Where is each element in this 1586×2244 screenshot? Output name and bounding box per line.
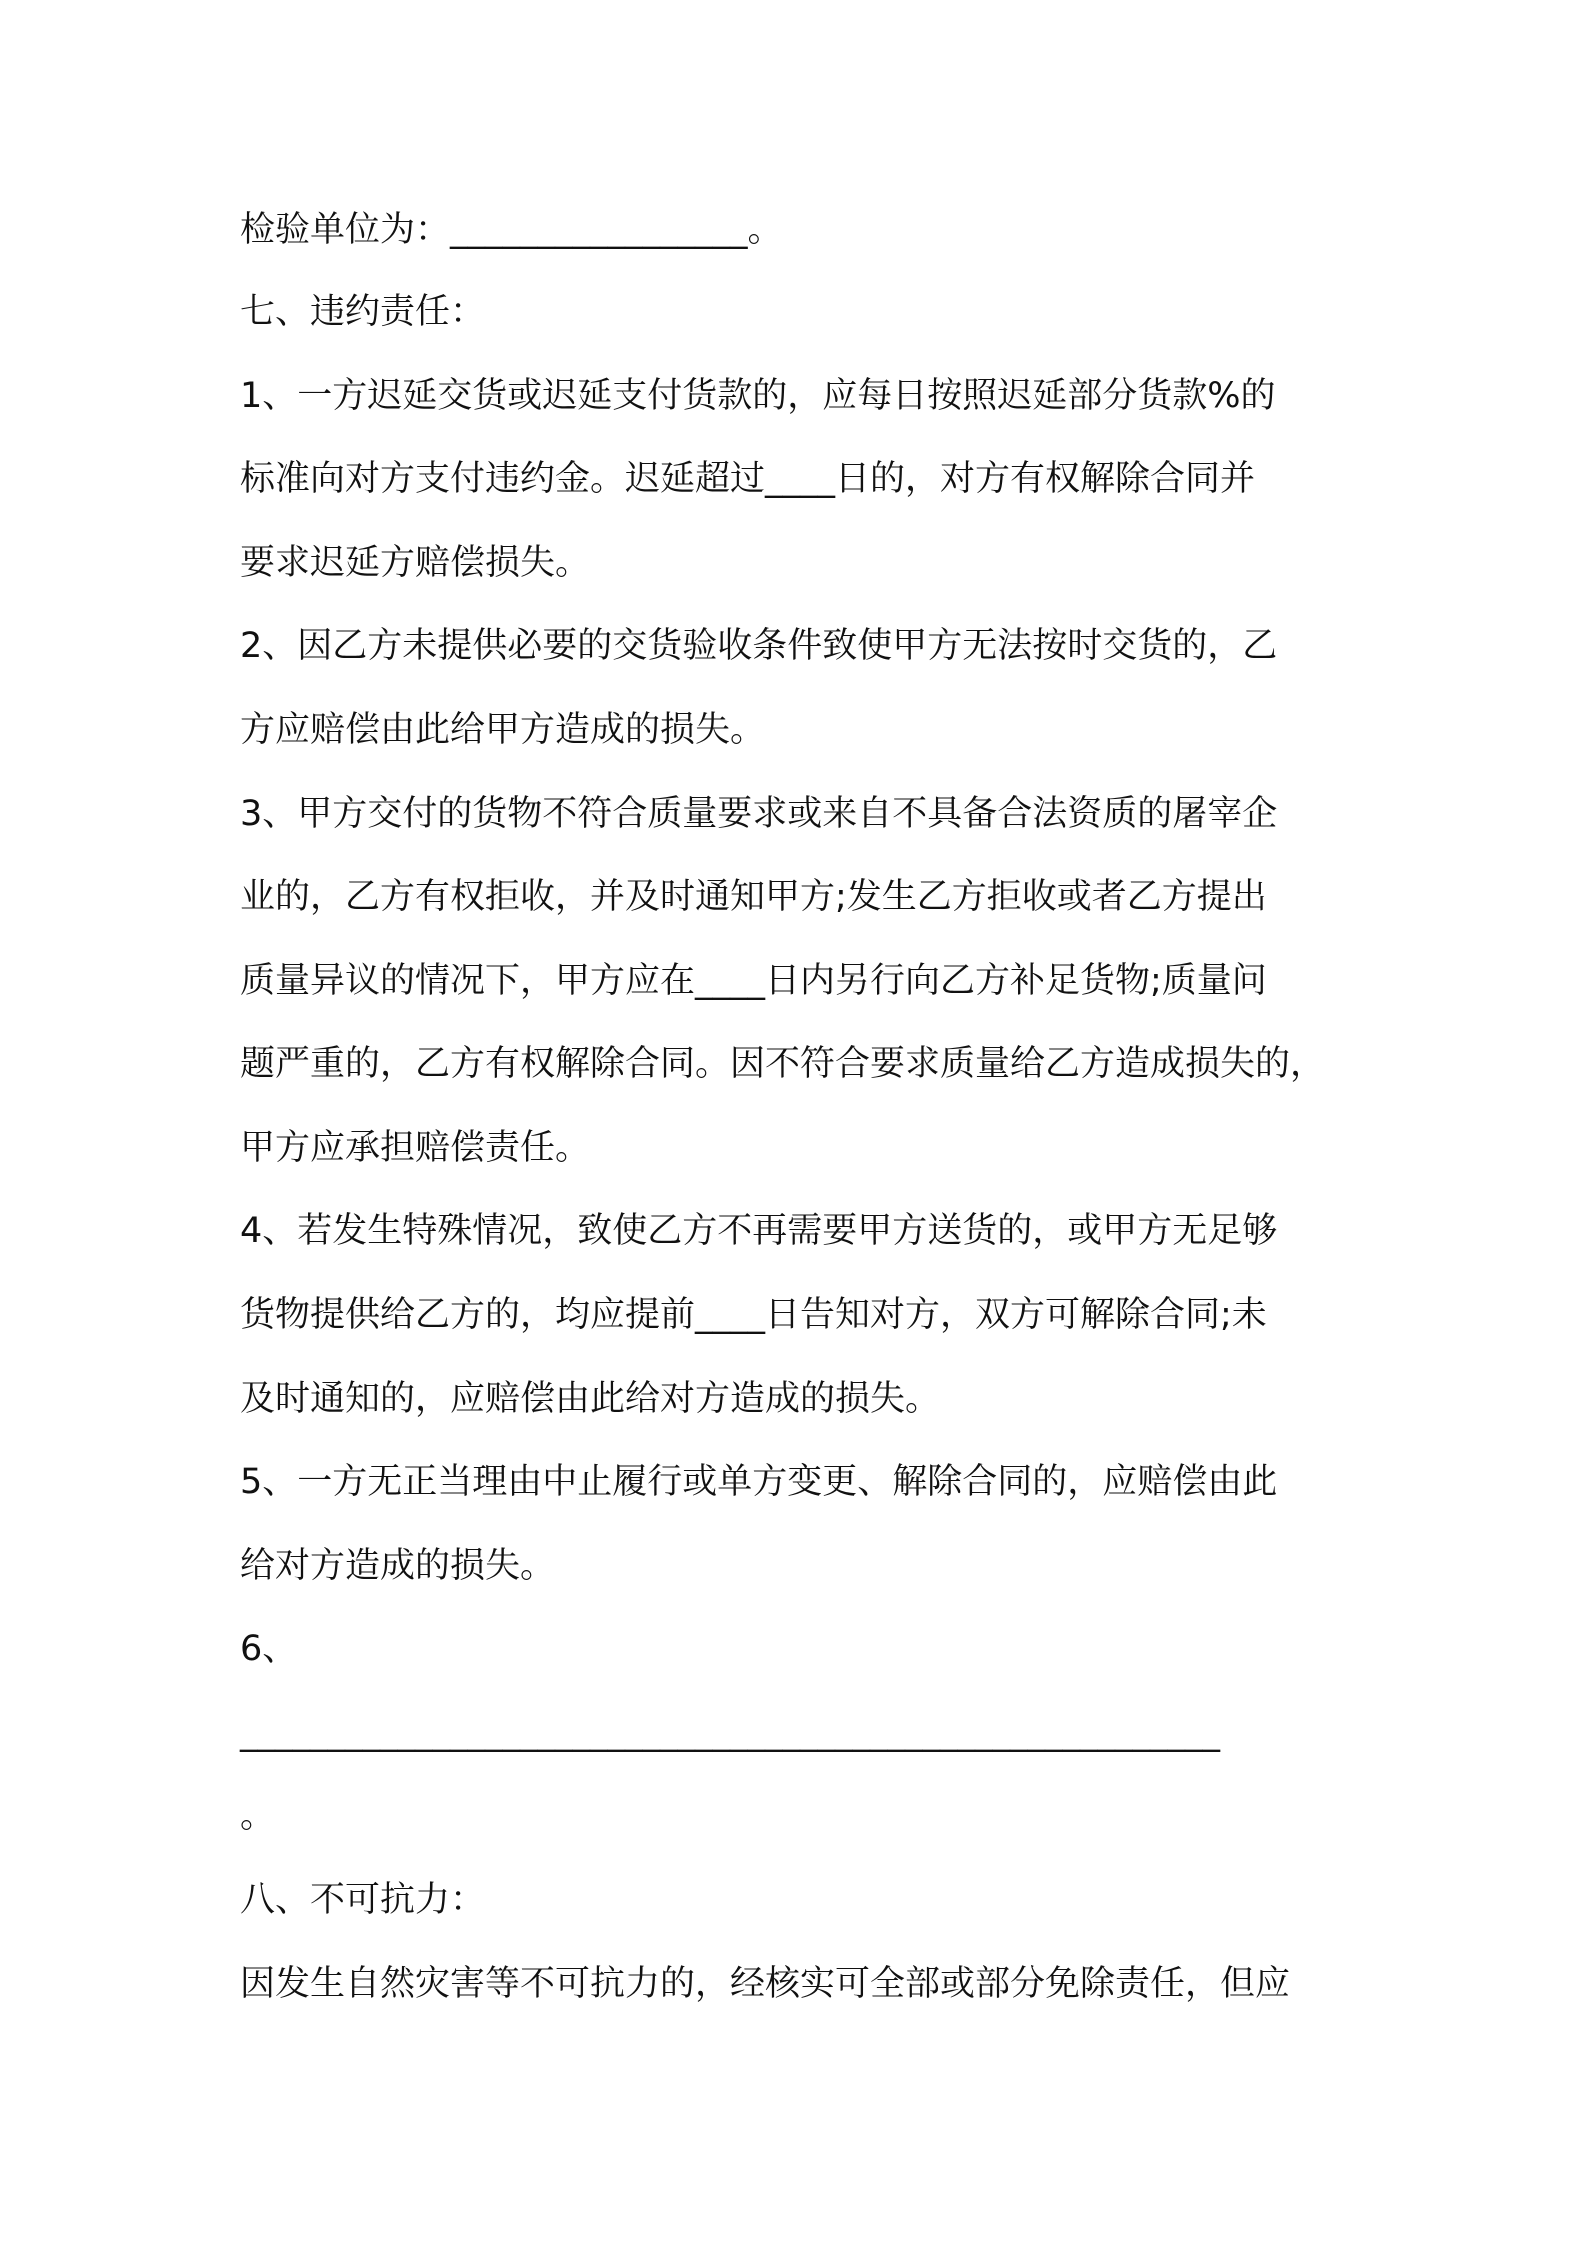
clause-4-line-1: 4、若发生特殊情况，致使乙方不再需要甲方送货的，或甲方无足够 (240, 1211, 1278, 1251)
clause-3-line-5: 甲方应承担赔偿责任。 (240, 1128, 591, 1168)
clause-6-blank-line: ________________________________________________________ (240, 1713, 1220, 1753)
clause-3-line-4: 题严重的，乙方有权解除合同。因不符合要求质量给乙方造成损失的， (240, 1044, 1326, 1084)
text-line-inspection-unit: 检验单位为：_________________。 (240, 210, 783, 250)
clause-4-line-2: 货物提供给乙方的，均应提前____日告知对方，双方可解除合同;未 (240, 1295, 1267, 1335)
section-heading-breach-liability: 七、违约责任： (240, 292, 486, 332)
clause-3-line-1: 3、甲方交付的货物不符合质量要求或来自不具备合法资质的屠宰企 (240, 794, 1278, 834)
clause-2-line-1: 2、因乙方未提供必要的交货验收条件致使甲方无法按时交货的，乙 (240, 626, 1278, 666)
clause-6-label: 6、 (240, 1629, 298, 1669)
force-majeure-line-1: 因发生自然灾害等不可抗力的，经核实可全部或部分免除责任，但应 (240, 1964, 1291, 2004)
clause-1-line-3: 要求迟延方赔偿损失。 (240, 543, 591, 583)
clause-3-line-2: 业的，乙方有权拒收，并及时通知甲方;发生乙方拒收或者乙方提出 (240, 877, 1267, 917)
clause-1-line-2: 标准向对方支付违约金。迟延超过____日的，对方有权解除合同并 (240, 459, 1256, 499)
clause-6-end-mark: 。 (240, 1796, 276, 1836)
clause-2-line-2: 方应赔偿由此给甲方造成的损失。 (240, 710, 766, 750)
section-heading-force-majeure: 八、不可抗力： (240, 1880, 486, 1920)
clause-3-line-3: 质量异议的情况下，甲方应在____日内另行向乙方补足货物;质量问 (240, 961, 1267, 1001)
clause-4-line-3: 及时通知的，应赔偿由此给对方造成的损失。 (240, 1379, 941, 1419)
clause-1-line-1: 1、一方迟延交货或迟延支付货款的，应每日按照迟延部分货款%的 (240, 376, 1276, 416)
clause-5-line-1: 5、一方无正当理由中止履行或单方变更、解除合同的，应赔偿由此 (240, 1462, 1278, 1502)
clause-5-line-2: 给对方造成的损失。 (240, 1546, 556, 1586)
